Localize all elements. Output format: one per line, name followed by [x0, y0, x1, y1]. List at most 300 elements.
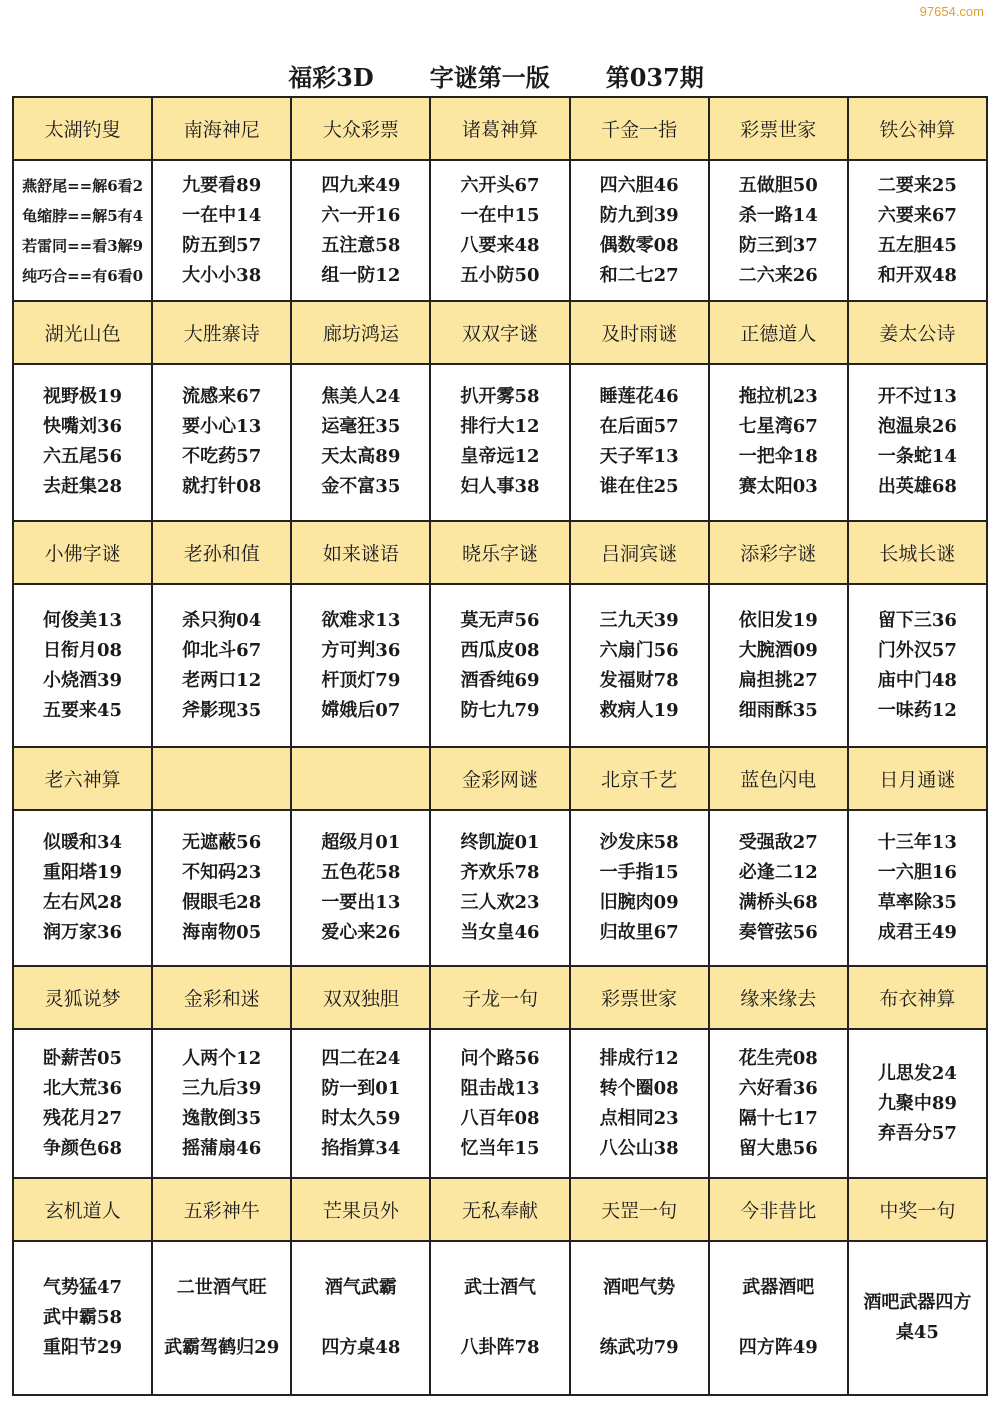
cell-lines [571, 828, 708, 948]
prediction-line: 天太高89 [321, 446, 401, 468]
prediction-line: 七星湾67 [738, 416, 818, 438]
column-header [152, 97, 291, 160]
column-header [709, 747, 848, 810]
prediction-line: 龟缩脖==解5有4 [22, 206, 144, 225]
prediction-line: 去赶集28 [43, 476, 123, 498]
prediction-cell [709, 1241, 848, 1395]
prediction-line: 一要出13 [321, 892, 401, 914]
header-label: 北京千艺 [601, 769, 678, 792]
prediction-cell [430, 1029, 569, 1179]
cell-lines [571, 171, 708, 291]
prediction-line: 北大荒36 [43, 1077, 123, 1099]
column-header [152, 301, 291, 364]
header-label: 吕洞宾谜 [601, 542, 678, 565]
prediction-line: 争颜色68 [43, 1137, 123, 1159]
prediction-line: 金不富35 [321, 476, 401, 498]
prediction-line: 运毫狂35 [321, 416, 401, 438]
prediction-line: 和二七27 [599, 264, 679, 286]
prediction-line: 酒吧气势 [603, 1277, 676, 1299]
header-row [13, 301, 987, 364]
prediction-line: 超级月01 [321, 832, 401, 854]
header-label: 添彩字谜 [740, 542, 817, 565]
prediction-line: 杀一路14 [738, 204, 818, 226]
prediction-line: 一六胆16 [877, 862, 957, 884]
prediction-line: 就打针08 [182, 476, 262, 498]
column-header [291, 301, 430, 364]
prediction-line: 忆当年15 [460, 1137, 540, 1159]
column-header [430, 966, 569, 1029]
header-label: 千金一指 [601, 118, 678, 141]
column-header [291, 966, 430, 1029]
header-label: 诸葛神算 [461, 118, 538, 141]
prediction-line: 纯巧合==有6看0 [22, 266, 144, 285]
prediction-line: 天子军13 [599, 446, 679, 468]
cell-lines [292, 382, 429, 502]
cell-lines [571, 606, 708, 726]
header-label: 及时雨谜 [601, 323, 678, 346]
prediction-line: 二六来26 [738, 264, 818, 286]
column-header [570, 301, 709, 364]
column-header [848, 521, 987, 584]
prediction-line: 皇帝远12 [460, 446, 540, 468]
prediction-line: 卧薪苦05 [43, 1047, 123, 1069]
prediction-line: 八公山38 [599, 1137, 679, 1159]
column-header [709, 966, 848, 1029]
cell-lines [710, 606, 847, 726]
prediction-line: 残花月27 [43, 1107, 123, 1129]
prediction-cell [709, 364, 848, 521]
prediction-line: 五色花58 [321, 862, 401, 884]
prediction-cell [152, 364, 291, 521]
cell-lines [14, 1044, 151, 1164]
column-header [13, 301, 152, 364]
prediction-line: 不吃药57 [182, 446, 262, 468]
cell-lines [431, 1273, 568, 1363]
cell-lines [849, 1288, 986, 1348]
prediction-line: 六好看36 [738, 1077, 818, 1099]
prediction-cell [848, 160, 987, 302]
content-row [13, 364, 987, 521]
prediction-line: 留下三36 [877, 609, 957, 631]
header-label: 如来谜语 [322, 542, 399, 565]
header-label: 彩票世家 [601, 987, 678, 1010]
prediction-line: 九要看89 [182, 174, 262, 196]
column-header [848, 1178, 987, 1241]
cell-lines [431, 171, 568, 291]
prediction-line: 时太久59 [321, 1107, 401, 1129]
header-label: 太湖钓叟 [44, 118, 121, 141]
prediction-line: 救病人19 [599, 699, 679, 721]
content-row [13, 810, 987, 966]
cell-lines [153, 828, 290, 948]
prediction-line: 成君王49 [877, 922, 957, 944]
prediction-cell [570, 584, 709, 748]
cell-lines [710, 828, 847, 948]
header-label: 双双独胆 [322, 987, 399, 1010]
header-label: 日月通谜 [879, 769, 956, 792]
cell-lines [710, 1273, 847, 1363]
prediction-line: 防三到37 [738, 234, 818, 256]
prediction-line: 要小心13 [182, 416, 262, 438]
prediction-line: 排行大12 [460, 416, 540, 438]
prediction-line: 武士酒气 [463, 1277, 536, 1299]
prediction-line: 偶数零08 [599, 234, 679, 256]
prediction-line: 必逢二12 [738, 862, 818, 884]
prediction-cell [291, 1029, 430, 1179]
header-label: 子龙一句 [461, 987, 538, 1010]
cell-lines [292, 1273, 429, 1363]
content-row [13, 1241, 987, 1395]
title-lottery: 福彩3D [288, 62, 374, 92]
header-label: 姜太公诗 [879, 323, 956, 346]
prediction-line: 开不过13 [877, 386, 957, 408]
column-header [570, 747, 709, 810]
prediction-line: 嫦娥后07 [321, 699, 401, 721]
prediction-line: 五小防50 [460, 264, 540, 286]
prediction-line: 杆顶灯79 [321, 669, 401, 691]
prediction-line: 武器酒吧 [742, 1277, 815, 1299]
cell-lines [292, 1044, 429, 1164]
prediction-line: 练武功79 [599, 1337, 679, 1359]
prediction-line: 斧影现35 [182, 699, 262, 721]
cell-lines [14, 382, 151, 502]
prediction-line: 一条蛇14 [877, 446, 957, 468]
prediction-line: 海南物05 [182, 922, 262, 944]
prediction-line: 小烧酒39 [43, 669, 123, 691]
column-header [709, 1178, 848, 1241]
header-label: 缘来缘去 [740, 987, 817, 1010]
prediction-cell [13, 160, 152, 302]
header-row [13, 521, 987, 584]
prediction-cell [430, 810, 569, 966]
column-header [570, 966, 709, 1029]
header-label: 金彩和迷 [183, 987, 260, 1010]
column-header [570, 97, 709, 160]
prediction-line: 焦美人24 [321, 386, 401, 408]
column-header [848, 301, 987, 364]
header-label: 中奖一句 [879, 1200, 956, 1223]
prediction-line: 在后面57 [599, 416, 679, 438]
prediction-line: 组一防12 [321, 264, 401, 286]
column-header [709, 97, 848, 160]
column-header [13, 521, 152, 584]
prediction-line: 逸散倒35 [182, 1107, 262, 1129]
column-header [848, 747, 987, 810]
prediction-line: 沙发床58 [599, 832, 679, 854]
prediction-line: 三九后39 [182, 1077, 262, 1099]
cell-lines [153, 1273, 290, 1363]
prediction-line: 五注意58 [321, 234, 401, 256]
prediction-cell [152, 584, 291, 748]
prediction-line: 二要来25 [877, 174, 957, 196]
prediction-line: 点相同23 [599, 1107, 679, 1129]
prediction-line: 武霸驾鹤归29 [164, 1337, 280, 1359]
prediction-line: 武中霸58 [43, 1307, 123, 1329]
prediction-line: 出英雄68 [877, 476, 957, 498]
column-header [430, 301, 569, 364]
cell-lines [571, 382, 708, 502]
prediction-cell [291, 1241, 430, 1395]
prediction-cell [848, 364, 987, 521]
prediction-line: 泡温泉26 [877, 416, 957, 438]
prediction-line: 八卦阵78 [460, 1337, 540, 1359]
cell-lines [571, 1273, 708, 1363]
prediction-cell [13, 1029, 152, 1179]
header-label: 晓乐字谜 [461, 542, 538, 565]
column-header [152, 1178, 291, 1241]
prediction-line: 一味药12 [877, 699, 957, 721]
prediction-line: 桌45 [895, 1322, 939, 1344]
prediction-line: 九聚中89 [877, 1092, 957, 1114]
prediction-cell [430, 160, 569, 302]
prediction-line: 问个路56 [460, 1047, 540, 1069]
prediction-line: 十三年13 [877, 832, 957, 854]
prediction-cell [13, 584, 152, 748]
column-header [848, 966, 987, 1029]
prediction-line: 重阳节29 [43, 1337, 123, 1359]
column-header [570, 1178, 709, 1241]
prediction-line: 扒开雾58 [460, 386, 540, 408]
prediction-cell [291, 364, 430, 521]
prediction-line: 八要来48 [460, 234, 540, 256]
cell-lines [153, 1044, 290, 1164]
prediction-line: 六一开16 [321, 204, 401, 226]
cell-lines [849, 828, 986, 948]
prediction-line: 重阳塔19 [43, 862, 123, 884]
header-label: 长城长谜 [879, 542, 956, 565]
column-header [291, 1178, 430, 1241]
prediction-line: 扁担挑27 [738, 669, 818, 691]
cell-lines [710, 171, 847, 291]
prediction-line: 视野极19 [43, 386, 123, 408]
prediction-line: 转个圈08 [599, 1077, 679, 1099]
prediction-line: 四六胆46 [599, 174, 679, 196]
prediction-cell [152, 810, 291, 966]
header-label: 南海神尼 [183, 118, 260, 141]
column-header [430, 747, 569, 810]
header-label: 铁公神算 [879, 118, 956, 141]
prediction-line: 防七九79 [460, 699, 540, 721]
cell-lines [153, 382, 290, 502]
prediction-line: 爱心来26 [321, 922, 401, 944]
prediction-line: 不知码23 [182, 862, 262, 884]
prediction-line: 若雷同==看3解9 [22, 236, 144, 255]
prediction-cell [152, 160, 291, 302]
column-header [13, 97, 152, 160]
prediction-line: 草率除35 [877, 892, 957, 914]
prediction-line: 人两个12 [182, 1047, 262, 1069]
prediction-cell [152, 1029, 291, 1179]
cell-lines [710, 382, 847, 502]
prediction-line: 气势猛47 [43, 1277, 123, 1299]
prediction-line [571, 1303, 708, 1333]
prediction-line: 日衔月08 [43, 639, 123, 661]
prediction-cell [709, 810, 848, 966]
header-label: 双双字谜 [461, 323, 538, 346]
prediction-cell [570, 1241, 709, 1395]
prediction-line: 当女皇46 [460, 922, 540, 944]
column-header [13, 747, 152, 810]
prediction-line: 儿思发24 [877, 1062, 957, 1084]
cell-lines [849, 1059, 986, 1149]
prediction-line: 门外汉57 [877, 639, 957, 661]
cell-lines [849, 606, 986, 726]
prediction-line: 五左胆45 [877, 234, 957, 256]
header-label: 芒果员外 [322, 1200, 399, 1223]
header-label: 金彩网谜 [461, 769, 538, 792]
header-label: 蓝色闪电 [740, 769, 817, 792]
prediction-cell [152, 1241, 291, 1395]
header-label: 今非昔比 [740, 1200, 817, 1223]
prediction-cell [848, 1241, 987, 1395]
prediction-line: 旧腕肉09 [599, 892, 679, 914]
header-label: 大胜寨诗 [183, 323, 260, 346]
prediction-cell [291, 810, 430, 966]
header-label: 小佛字谜 [44, 542, 121, 565]
prediction-cell [570, 810, 709, 966]
cell-lines [153, 171, 290, 291]
cell-lines [14, 606, 151, 726]
cell-lines [849, 382, 986, 502]
prediction-cell [570, 1029, 709, 1179]
prediction-line: 二世酒气旺 [176, 1277, 267, 1299]
title-edition: 字谜第一版 [429, 62, 550, 92]
prediction-line: 依旧发19 [738, 609, 818, 631]
prediction-line: 似暖和34 [43, 832, 123, 854]
prediction-line: 终凯旋01 [460, 832, 540, 854]
column-header [152, 966, 291, 1029]
column-header [152, 747, 291, 810]
prediction-line: 润万家36 [43, 922, 123, 944]
prediction-cell [430, 584, 569, 748]
header-label: 廊坊鸿运 [322, 323, 399, 346]
prediction-line: 排成行12 [599, 1047, 679, 1069]
column-header [430, 97, 569, 160]
prediction-line: 花生壳08 [738, 1047, 818, 1069]
column-header [570, 521, 709, 584]
cell-lines [571, 1044, 708, 1164]
prediction-line: 防五到57 [182, 234, 262, 256]
prediction-line: 受强敌27 [738, 832, 818, 854]
prediction-line: 五要来45 [43, 699, 123, 721]
prediction-cell [430, 364, 569, 521]
header-label: 灵狐说梦 [44, 987, 121, 1010]
prediction-line: 归故里67 [599, 922, 679, 944]
prediction-line: 大小小38 [182, 264, 262, 286]
prediction-line: 谁在住25 [599, 476, 679, 498]
prediction-line: 齐欢乐78 [460, 862, 540, 884]
prediction-line: 杀只狗04 [182, 609, 262, 631]
title-issue: 第037期 [605, 62, 704, 92]
prediction-line: 发福财78 [599, 669, 679, 691]
prediction-line: 假眼毛28 [182, 892, 262, 914]
prediction-line: 赛太阳03 [738, 476, 818, 498]
cell-lines [292, 171, 429, 291]
prediction-line [710, 1303, 847, 1333]
prediction-line: 防一到01 [321, 1077, 401, 1099]
prediction-line: 莫无声56 [460, 609, 540, 631]
prediction-line: 四二在24 [321, 1047, 401, 1069]
header-label: 老六神算 [44, 769, 121, 792]
prediction-line: 一手指15 [599, 862, 679, 884]
prediction-line: 何俊美13 [43, 609, 123, 631]
column-header [291, 747, 430, 810]
header-label: 大众彩票 [322, 118, 399, 141]
column-header [291, 97, 430, 160]
prediction-cell [709, 584, 848, 748]
prediction-line: 一把伞18 [738, 446, 818, 468]
prediction-line: 大腕酒09 [738, 639, 818, 661]
header-label: 布衣神算 [879, 987, 956, 1010]
prediction-line: 睡莲花46 [599, 386, 679, 408]
prediction-line: 六五尾56 [43, 446, 123, 468]
prediction-cell [709, 1029, 848, 1179]
prediction-line: 妇人事38 [460, 476, 540, 498]
prediction-line: 燕舒尾==解6看2 [22, 176, 144, 195]
prediction-line [292, 1303, 429, 1333]
header-label: 无私奉献 [461, 1200, 538, 1223]
prediction-line: 三九天39 [599, 609, 679, 631]
cell-lines [14, 1273, 151, 1363]
cell-lines [431, 606, 568, 726]
header-label: 天罡一句 [601, 1200, 678, 1223]
column-header [13, 1178, 152, 1241]
header-row [13, 1178, 987, 1241]
prediction-line: 细雨酥35 [738, 699, 818, 721]
prediction-cell [848, 810, 987, 966]
prediction-cell [430, 1241, 569, 1395]
cell-lines [431, 382, 568, 502]
prediction-line: 和开双48 [877, 264, 957, 286]
prediction-line [431, 1303, 568, 1333]
column-header [13, 966, 152, 1029]
prediction-line: 欲难求13 [321, 609, 401, 631]
prediction-line: 满桥头68 [738, 892, 818, 914]
cell-lines [292, 828, 429, 948]
prediction-line: 快嘴刘36 [43, 416, 123, 438]
cell-lines [710, 1044, 847, 1164]
prediction-cell [570, 364, 709, 521]
column-header [709, 301, 848, 364]
page-title [0, 55, 992, 95]
prediction-line: 留大患56 [738, 1137, 818, 1159]
prediction-line: 酒气武霸 [324, 1277, 397, 1299]
prediction-line: 四九来49 [321, 174, 401, 196]
cell-lines [849, 171, 986, 291]
prediction-cell [848, 1029, 987, 1179]
column-header [430, 521, 569, 584]
prediction-line: 左右风28 [43, 892, 123, 914]
prediction-cell [848, 584, 987, 748]
content-row [13, 1029, 987, 1179]
prediction-line: 四方阵49 [738, 1337, 818, 1359]
prediction-line: 隔十七17 [738, 1107, 818, 1129]
prediction-line: 酒吧武器四方 [863, 1292, 972, 1314]
column-header [152, 521, 291, 584]
prediction-line: 掐指算34 [321, 1137, 401, 1159]
prediction-cell [570, 160, 709, 302]
column-header [430, 1178, 569, 1241]
prediction-line: 六开头67 [460, 174, 540, 196]
content-row [13, 160, 987, 302]
prediction-line: 无遮蔽56 [182, 832, 262, 854]
prediction-cell [291, 160, 430, 302]
header-label: 彩票世家 [740, 118, 817, 141]
watermark: 97654.com [919, 4, 984, 19]
prediction-cell [13, 1241, 152, 1395]
cell-lines [292, 606, 429, 726]
header-label: 玄机道人 [44, 1200, 121, 1223]
